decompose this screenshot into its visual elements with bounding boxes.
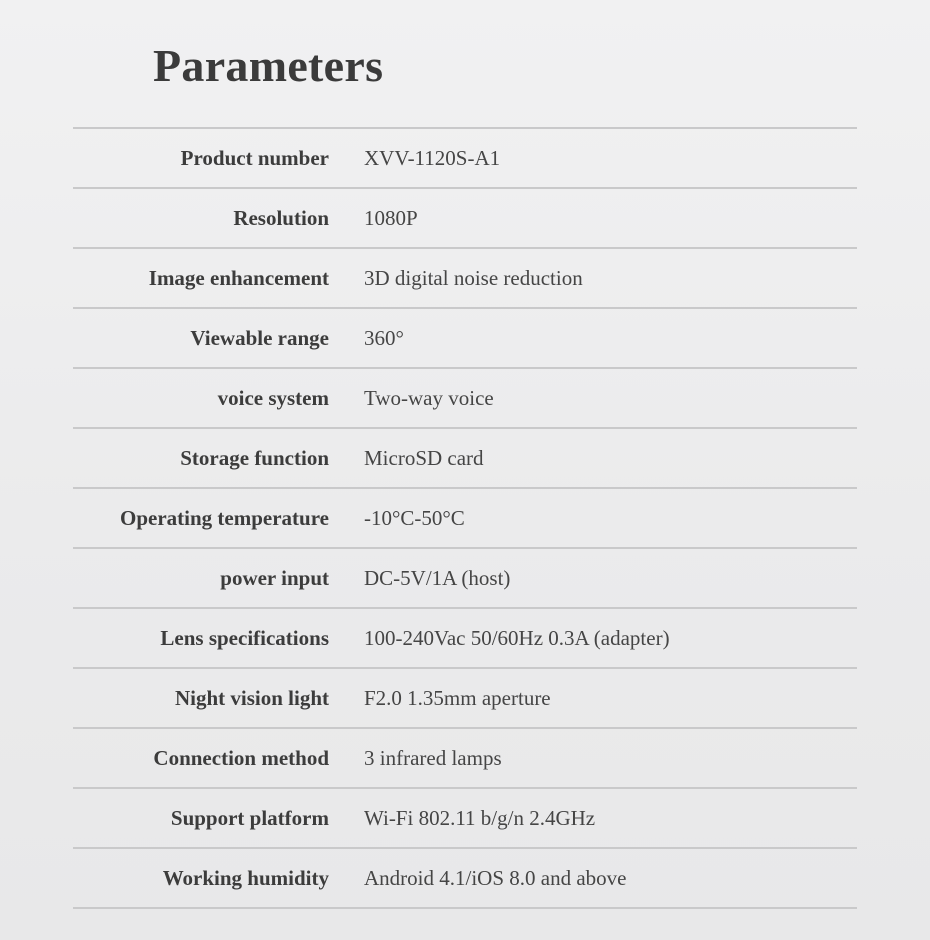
row-label: Night vision light (174, 686, 329, 710)
row-value: 3 infrared lamps (364, 746, 502, 770)
row-value: Wi-Fi 802.11 b/g/n 2.4GHz (364, 806, 596, 830)
row-value: DC-5V/1A (host) (364, 566, 511, 590)
table-row (73, 429, 857, 489)
table-row (73, 129, 857, 189)
row-label: Storage function (180, 446, 329, 470)
table-row (73, 789, 857, 849)
page-title: Parameters (153, 40, 384, 91)
row-value: -10°C-50°C (364, 506, 465, 530)
row-label: Working humidity (162, 866, 329, 890)
row-value: MicroSD card (364, 446, 484, 470)
table-row (73, 489, 857, 549)
row-label: voice system (217, 386, 329, 410)
table-row (73, 669, 857, 729)
table-row (73, 369, 857, 429)
row-label: Image enhancement (148, 266, 329, 290)
row-label: Viewable range (190, 326, 329, 350)
table-row (73, 609, 857, 669)
row-value: 360° (364, 326, 404, 350)
table-row (73, 729, 857, 789)
row-label: Operating temperature (120, 506, 329, 530)
row-label: Resolution (233, 206, 329, 230)
table-row (73, 849, 857, 909)
row-label: power input (220, 566, 329, 590)
table-row (73, 309, 857, 369)
table-row (73, 189, 857, 249)
row-value: 3D digital noise reduction (364, 266, 583, 290)
table-row (73, 249, 857, 309)
row-value: F2.0 1.35mm aperture (364, 686, 551, 710)
table-row (73, 549, 857, 609)
row-value: XVV-1120S-A1 (364, 146, 501, 170)
row-label: Product number (180, 146, 329, 170)
row-value: 1080P (364, 206, 418, 230)
row-label: Connection method (153, 746, 329, 770)
row-label: Lens specifications (160, 626, 329, 650)
row-value: 100-240Vac 50/60Hz 0.3A (adapter) (364, 626, 670, 650)
row-label: Support platform (170, 806, 329, 830)
row-value: Two-way voice (364, 386, 494, 410)
parameters-table (73, 127, 857, 909)
row-value: Android 4.1/iOS 8.0 and above (364, 866, 627, 890)
